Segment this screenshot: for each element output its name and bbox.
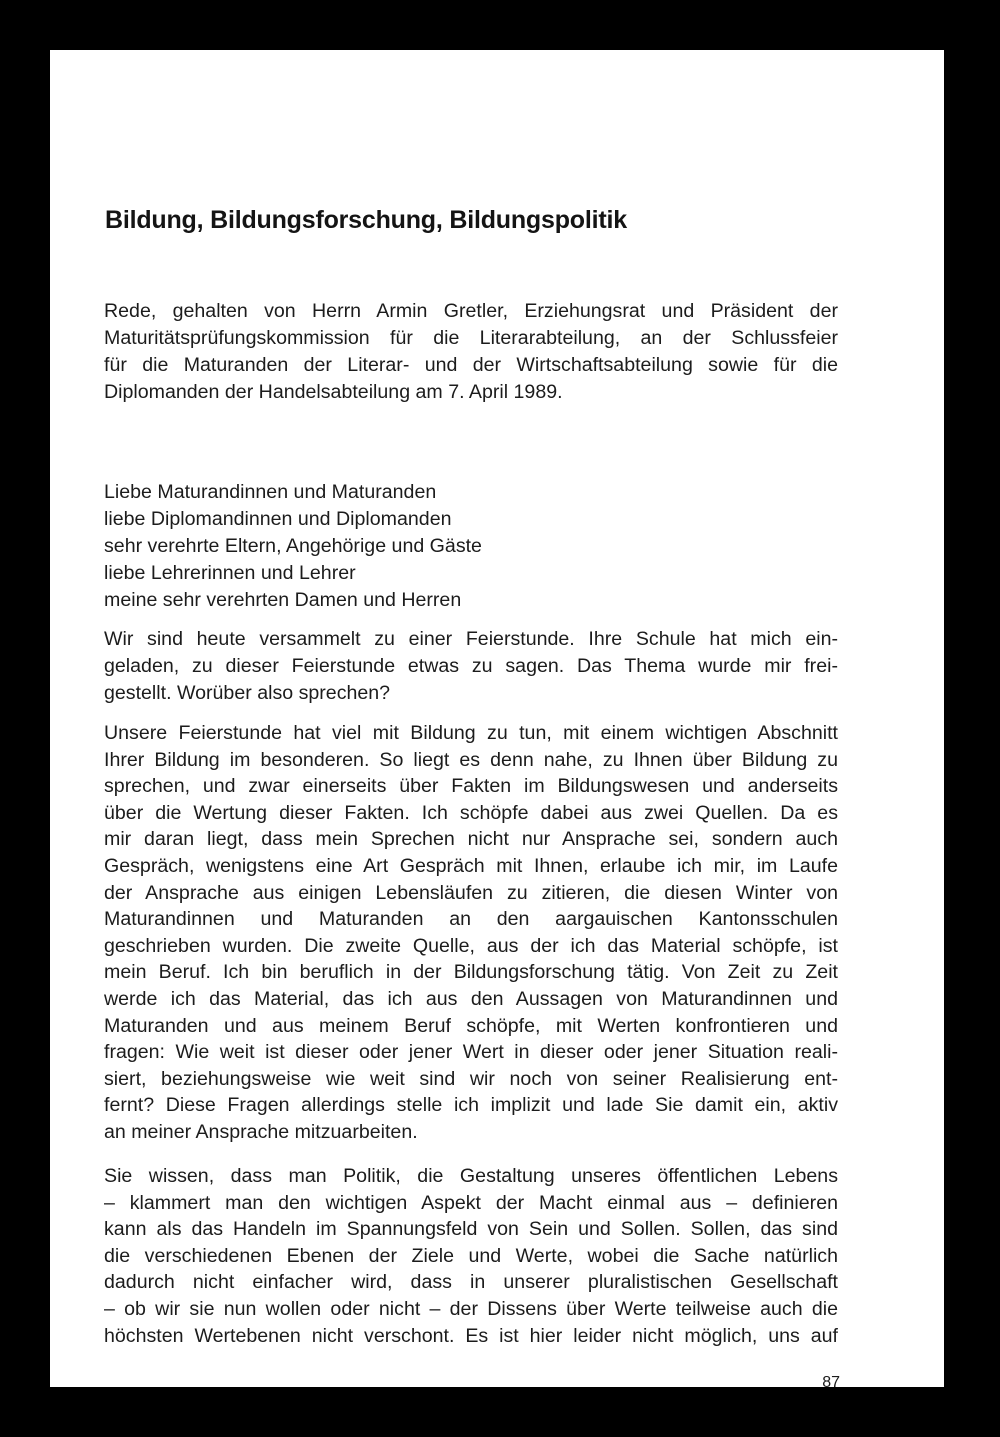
page-number: 87: [822, 1374, 840, 1387]
text-line: Rede, gehalten von Herrn Armin Gretler, Erziehungsrat und Präsident der: [104, 300, 838, 322]
document-page: [50, 50, 944, 1387]
greeting-line: Liebe Maturandinnen und Maturanden: [104, 481, 437, 503]
text-line: Maturitätsprüfungskommission für die Literarabteilung, an der Schlussfeier: [104, 327, 838, 349]
document-title: Bildung, Bildungsforschung, Bildungspolitik: [105, 206, 627, 234]
text-line: geladen, zu dieser Feierstunde etwas zu sagen. Das Thema wurde mir frei-: [104, 655, 838, 677]
text-line: gestellt. Worüber also sprechen?: [104, 682, 391, 704]
text-line: Gespräch, wenigstens eine Art Gespräch mit Ihnen, erlaube ich mir, im Laufe: [104, 854, 838, 877]
text-line: mein Beruf. Ich bin beruflich in der Bildungsforschung tätig. Von Zeit zu Zeit: [104, 961, 838, 984]
text-line: dadurch nicht einfacher wird, dass in unserer pluralistischen Gesellschaft: [104, 1271, 838, 1294]
greeting-line: liebe Lehrerinnen und Lehrer: [104, 562, 356, 584]
text-line: der Ansprache aus einigen Lebensläufen zu zitieren, die diesen Winter von: [104, 881, 838, 904]
greeting-line: liebe Diplomandinnen und Diplomanden: [104, 508, 452, 530]
text-line: fernt? Diese Fragen allerdings stelle ich implizit und lade Sie damit ein, aktiv: [104, 1094, 838, 1117]
text-line: Diplomanden der Handelsabteilung am 7. April 1989.: [104, 381, 563, 403]
text-line: sprechen, und zwar einerseits über Fakten im Bildungswesen und anderseits: [104, 775, 838, 798]
text-line: Unsere Feierstunde hat viel mit Bildung zu tun, mit einem wichtigen Abschnitt: [104, 722, 838, 744]
text-line: kann als das Handeln im Spannungsfeld von Sein und Sollen. Sollen, das sind: [104, 1218, 838, 1241]
text-line: an meiner Ansprache mitzuarbeiten.: [104, 1120, 418, 1143]
text-line: über die Wertung dieser Fakten. Ich schöpfe dabei aus zwei Quellen. Da es: [104, 801, 838, 824]
text-line: siert, beziehungsweise wie weit sind wir noch von seiner Realisierung ent-: [104, 1067, 838, 1090]
greeting-line: sehr verehrte Eltern, Angehörige und Gäste: [104, 535, 482, 557]
text-line: werde ich das Material, das ich aus den Aussagen von Maturandinnen und: [104, 987, 838, 1010]
text-line: mir daran liegt, dass mein Sprechen nicht nur Ansprache sei, sondern auch: [104, 828, 838, 851]
text-line: die verschiedenen Ebenen der Ziele und Werte, wobei die Sache natürlich: [104, 1244, 838, 1267]
greeting-line: meine sehr verehrten Damen und Herren: [104, 589, 462, 611]
body-paragraph-1: [104, 626, 838, 707]
text-line: Maturanden und aus meinem Beruf schöpfe, mit Werten konfrontieren und: [104, 1014, 838, 1037]
text-line: Maturandinnen und Maturanden an den aargauischen Kantonsschulen: [104, 908, 838, 931]
greeting-block: [104, 479, 838, 614]
text-line: Ihrer Bildung im besonderen. So liegt es denn nahe, zu Ihnen über Bildung zu: [104, 748, 838, 771]
text-line: höchsten Wertebenen nicht verschont. Es ist hier leider nicht möglich, uns auf: [104, 1324, 838, 1347]
intro-paragraph: [104, 298, 838, 406]
text-line: Sie wissen, dass man Politik, die Gestaltung unseres öffentlichen Lebens: [104, 1165, 838, 1187]
text-line: Wir sind heute versammelt zu einer Feierstunde. Ihre Schule hat mich ein-: [104, 628, 838, 650]
text-line: – klammert man den wichtigen Aspekt der Macht einmal aus – definieren: [104, 1191, 838, 1214]
text-line: für die Maturanden der Literar- und der Wirtschaftsabteilung sowie für die: [104, 354, 838, 376]
body-paragraph-2: [104, 720, 838, 1146]
text-line: geschrieben wurden. Die zweite Quelle, aus der ich das Material schöpfe, ist: [104, 934, 838, 957]
body-paragraph-3: [104, 1163, 838, 1349]
text-line: fragen: Wie weit ist dieser oder jener Wert in dieser oder jener Situation reali-: [104, 1041, 838, 1064]
text-line: – ob wir sie nun wollen oder nicht – der Dissens über Werte teilweise auch die: [104, 1297, 838, 1320]
